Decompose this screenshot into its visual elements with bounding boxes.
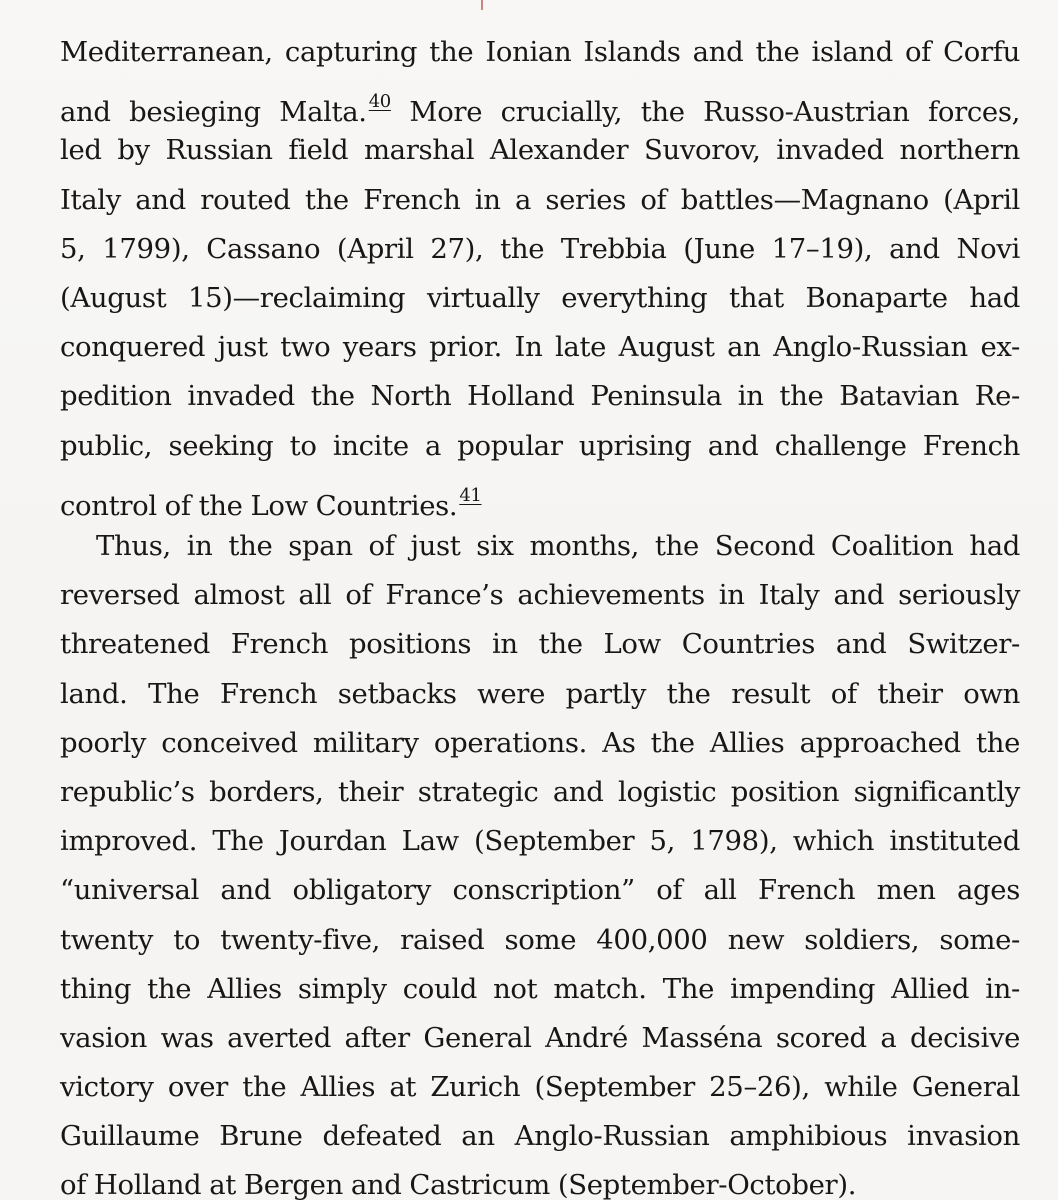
text-line: poorly conceived military operations. As the Allies approached the bbox=[60, 726, 1020, 759]
text-line: Italy and routed the French in a series of battles—Magnano (April bbox=[60, 183, 1020, 216]
paragraph-1 bbox=[60, 28, 1020, 520]
text-line: pedition invaded the North Holland Peninsula in the Batavian Re- bbox=[60, 380, 1020, 413]
text-line: land. The French setbacks were partly the result of their own bbox=[60, 677, 1020, 710]
text-line: led by Russian field marshal Alexander Suvorov, invaded northern bbox=[60, 134, 1020, 167]
text-line: twenty to twenty-five, raised some 400,000 new soldiers, some- bbox=[60, 923, 1020, 956]
text-line: public, seeking to incite a popular uprising and challenge French bbox=[60, 429, 1020, 462]
text-line: victory over the Allies at Zurich (September 25–26), while General bbox=[60, 1071, 1020, 1104]
text-line: vasion was averted after General André Masséna scored a decisive bbox=[60, 1021, 1020, 1054]
text-line: 5, 1799), Cassano (April 27), the Trebbia (June 17–19), and Novi bbox=[60, 232, 1020, 265]
text-segment: control of the Low Countries. bbox=[60, 489, 458, 522]
text-segment: and besieging Malta. bbox=[60, 96, 367, 129]
text-line: Mediterranean, capturing the Ionian Islands and the island of Corfu bbox=[60, 36, 1020, 68]
text-line: Thus, in the span of just six months, the Second Coalition had bbox=[96, 530, 1020, 562]
footnote-reference[interactable]: 41 bbox=[459, 484, 482, 506]
text-line: “universal and obligatory conscription” of all French men ages bbox=[60, 874, 1020, 907]
text-line: reversed almost all of France’s achievements in Italy and seriously bbox=[60, 579, 1020, 612]
text-line: thing the Allies simply could not match. The impending Allied in- bbox=[60, 972, 1020, 1005]
text-line: improved. The Jourdan Law (September 5, 1798), which instituted bbox=[60, 825, 1020, 858]
text-line bbox=[60, 77, 1020, 129]
text-line: of Holland at Bergen and Castricum (September-October). bbox=[60, 1169, 857, 1200]
text-line: (August 15)—reclaiming virtually everything that Bonaparte had bbox=[60, 281, 1020, 314]
text-line: conquered just two years prior. In late August an Anglo-Russian ex- bbox=[60, 331, 1020, 364]
page-edge-mark bbox=[481, 0, 483, 10]
footnote-reference[interactable]: 40 bbox=[368, 91, 391, 113]
paragraph-2 bbox=[60, 522, 1020, 1200]
text-segment: More crucially, the Russo-Austrian forces, bbox=[390, 96, 1020, 129]
text-line: Guillaume Brune defeated an Anglo-Russian amphibious invasion bbox=[60, 1120, 1020, 1153]
text-line: republic’s borders, their strategic and logistic position significantly bbox=[60, 775, 1020, 808]
text-line bbox=[60, 471, 1020, 520]
text-line: threatened French positions in the Low Countries and Switzer- bbox=[60, 628, 1020, 661]
